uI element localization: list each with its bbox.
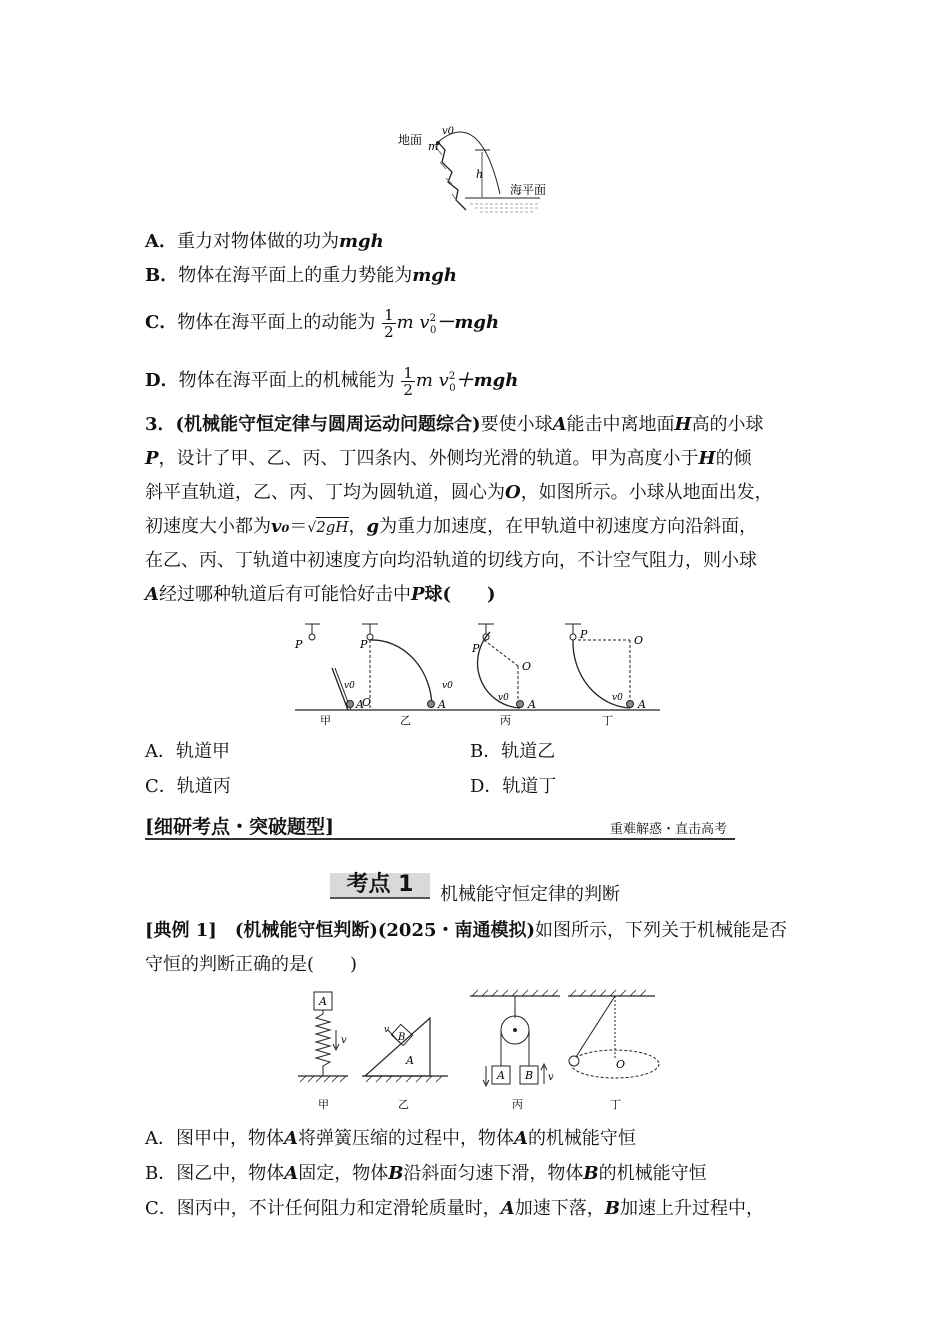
svg-text:A: A — [438, 698, 446, 711]
q3-option-d: D．轨道丁 — [470, 776, 557, 797]
svg-text:O: O — [616, 1058, 626, 1071]
svg-text:v0: v0 — [344, 681, 355, 691]
energy-figure — [290, 988, 660, 1116]
sea-level-label: 海平面 — [510, 183, 547, 197]
q3-option-c: C．轨道丙 — [145, 776, 231, 797]
svg-text:A: A — [528, 698, 536, 711]
option-c: C．物体在海平面上的动能为 $\frac{1}{2}$ m $v^2_0-mgh$ — [145, 305, 500, 341]
velocity-label: v0 — [442, 126, 455, 137]
q3-line-5: 在乙、丙、丁轨道中初速度方向均沿轨道的切线方向，不计空气阻力，则小球 — [145, 550, 757, 571]
figure-label-1: 甲 — [318, 1098, 329, 1111]
svg-text:A: A — [319, 995, 327, 1008]
q3-line-3: 斜平直轨道，乙、丙、丁均为圆轨道，圆心为O，如图所示。小球从地面出发， — [145, 482, 773, 503]
svg-text:v: v — [341, 1035, 347, 1046]
track-label-1: 甲 — [320, 714, 331, 727]
ex1-option-a: A．图甲中，物体A将弹簧压缩的过程中，物体A的机械能守恒 — [145, 1128, 636, 1149]
svg-text:v: v — [548, 1072, 554, 1083]
track-label-2: 乙 — [400, 714, 411, 727]
cliff-projectile-figure — [390, 122, 560, 217]
svg-text:P: P — [295, 638, 303, 651]
q3-line-1: 3．(机械能守恒定律与圆周运动问题综合)要使小球A能击中离地面H高的小球 — [145, 414, 764, 435]
svg-text:P: P — [580, 628, 588, 641]
svg-text:P: P — [360, 638, 368, 651]
figure-label-4: 丁 — [610, 1098, 621, 1111]
svg-text:A: A — [356, 698, 364, 711]
track-label-3: 丙 — [500, 714, 511, 727]
track-label-4: 丁 — [602, 714, 613, 727]
svg-text:v0: v0 — [442, 681, 453, 691]
svg-text:O: O — [362, 696, 372, 709]
q3-line-4: 初速度大小都为v₀＝√2gH，g为重力加速度，在甲轨道中初速度方向沿斜面， — [145, 516, 758, 537]
svg-text:P: P — [472, 642, 480, 655]
q3-line-2: P，设计了甲、乙、丙、丁四条内、外侧均光滑的轨道。甲为高度小于H的倾 — [145, 448, 752, 469]
example-line-2: 守恒的判断正确的是( ) — [145, 954, 358, 975]
ground-label: 地面 — [398, 133, 423, 147]
example-line-1: [典例 1] (机械能守恒判断)(2025・南通模拟)如图所示，下列关于机械能是否 — [145, 920, 788, 941]
svg-text:v: v — [384, 1025, 390, 1035]
ex1-option-b: B．图乙中，物体A固定，物体B沿斜面匀速下滑，物体B的机械能守恒 — [145, 1163, 707, 1184]
option-d: D．物体在海平面上的机械能为 $\frac{1}{2}$ m $v^2_0+mgh$ — [145, 363, 519, 399]
section-subtitle: 重难解惑・直击高考 — [609, 822, 727, 837]
section-header — [145, 812, 735, 840]
mass-label: m — [428, 140, 439, 153]
tracks-figure — [290, 618, 665, 728]
q3-option-a: A．轨道甲 — [145, 741, 230, 762]
svg-text:O: O — [634, 634, 644, 647]
option-b: B．物体在海平面上的重力势能为mgh — [145, 265, 457, 286]
q3-option-b: B．轨道乙 — [470, 741, 556, 762]
svg-text:A: A — [497, 1069, 505, 1082]
ex1-option-c: C．图丙中，不计任何阻力和定滑轮质量时，A加速下落，B加速上升过程中， — [145, 1198, 764, 1219]
svg-text:v0: v0 — [498, 693, 509, 703]
svg-text:A: A — [638, 698, 646, 711]
kaodian-title: 机械能守恒定律的判断 — [440, 884, 620, 905]
q3-line-6: A经过哪种轨道后有可能恰好击中P球( ) — [145, 584, 496, 605]
section-title: [细研考点・突破题型] — [145, 816, 334, 838]
figure-label-2: 乙 — [398, 1098, 409, 1111]
svg-text:B: B — [398, 1032, 406, 1043]
svg-text:v0: v0 — [612, 693, 623, 703]
height-label: h — [476, 168, 484, 181]
option-a: A．重力对物体做的功为mgh — [145, 231, 384, 252]
svg-text:A: A — [406, 1054, 414, 1067]
svg-text:O: O — [522, 660, 532, 673]
figure-label-3: 丙 — [512, 1098, 523, 1111]
svg-text:B: B — [525, 1069, 534, 1082]
kaodian-badge: 考点 1 — [330, 873, 430, 897]
